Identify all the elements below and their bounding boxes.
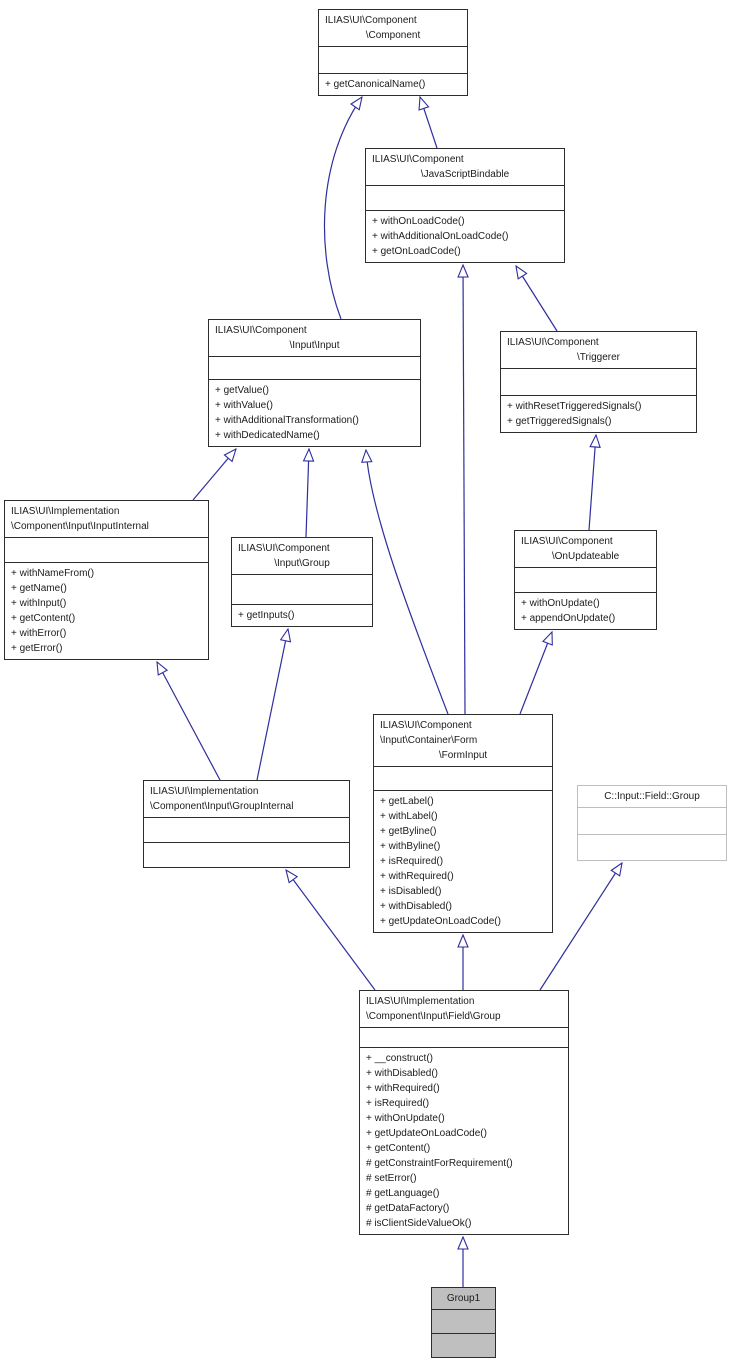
- class-title-line: ILIAS\UI\Component: [215, 325, 307, 336]
- class-attributes-empty: [144, 818, 349, 843]
- method-label: + withDedicatedName(): [215, 430, 320, 441]
- class-title-line: ILIAS\UI\Implementation: [150, 786, 259, 797]
- method-label: + withResetTriggeredSignals(): [507, 401, 642, 412]
- class-box-triggerer[interactable]: [500, 331, 697, 433]
- class-box-input[interactable]: [208, 319, 421, 447]
- method-label: + isRequired(): [366, 1098, 430, 1109]
- class-box-forminput[interactable]: [373, 714, 553, 933]
- class-methods: [232, 605, 372, 626]
- class-title-line: \FormInput: [438, 750, 488, 761]
- method-label: + withValue(): [215, 400, 273, 411]
- class-title-line: ILIAS\UI\Component: [238, 543, 330, 554]
- class-attributes-empty: [501, 369, 696, 396]
- class-title-line: \Input\Input: [289, 340, 340, 351]
- method-label: + withByline(): [380, 841, 441, 852]
- class-methods-empty: [432, 1334, 495, 1357]
- method-label: + getContent(): [11, 613, 76, 624]
- class-box-input-group[interactable]: [231, 537, 373, 627]
- method-label: # getConstraintForRequirement(): [366, 1158, 513, 1169]
- class-attributes-empty: [374, 767, 552, 791]
- method-label: + getUpdateOnLoadCode(): [380, 916, 501, 927]
- class-title-line: \JavaScriptBindable: [420, 169, 510, 180]
- class-box-javascriptbindable[interactable]: [365, 148, 565, 263]
- edge-onupdateable-to-triggerer: [589, 435, 596, 530]
- class-methods: [374, 791, 552, 932]
- class-title: [360, 991, 568, 1028]
- method-label: + withDisabled(): [380, 901, 452, 912]
- class-title-line: \Input\Container\Form: [380, 735, 478, 746]
- method-label: + withLabel(): [380, 811, 438, 822]
- class-title-line: \Component\Input\Field\Group: [366, 1011, 501, 1022]
- class-methods: [319, 74, 467, 95]
- class-title: [374, 715, 552, 767]
- class-title-line: ILIAS\UI\Component: [380, 720, 472, 731]
- class-title-line: ILIAS\UI\Implementation: [11, 506, 120, 517]
- method-label: + getTriggeredSignals(): [507, 416, 612, 427]
- edge-triggerer-to-jsbindable: [516, 266, 557, 331]
- class-title: [144, 781, 349, 818]
- method-label: + withRequired(): [366, 1083, 440, 1094]
- class-title-line: \Input\Group: [274, 558, 330, 569]
- class-title: [5, 501, 208, 538]
- method-label: + getByline(): [380, 826, 437, 837]
- class-methods: [515, 593, 656, 629]
- class-attributes-empty: [5, 538, 208, 563]
- class-methods: [360, 1048, 568, 1234]
- class-title-line: ILIAS\UI\Component: [372, 154, 464, 165]
- class-methods: [209, 380, 420, 446]
- class-title: [366, 149, 564, 186]
- method-label: + withOnUpdate(): [521, 598, 600, 609]
- class-title-line: C::Input::Field::Group: [604, 791, 700, 802]
- edge-group-to-input: [306, 449, 309, 537]
- edge-fieldgroup-to-groupinternal: [286, 870, 375, 990]
- edge-input-to-component: [324, 97, 362, 319]
- class-box-c-input-field-group: [577, 785, 727, 861]
- method-label: + getInputs(): [238, 610, 295, 621]
- class-title: [578, 786, 726, 808]
- method-label: + withDisabled(): [366, 1068, 438, 1079]
- class-box-inputinternal[interactable]: [4, 500, 209, 660]
- class-methods-empty: [144, 843, 349, 867]
- method-label: # setError(): [366, 1173, 417, 1184]
- edge-forminput-to-input: [366, 450, 448, 714]
- method-label: + getLabel(): [380, 796, 434, 807]
- method-label: + withNameFrom(): [11, 568, 95, 579]
- class-title: [232, 538, 372, 575]
- method-label: + getUpdateOnLoadCode(): [366, 1128, 487, 1139]
- method-label: + getCanonicalName(): [325, 79, 426, 90]
- class-title: [209, 320, 420, 357]
- method-label: + withError(): [11, 628, 67, 639]
- method-label: + getValue(): [215, 385, 270, 396]
- class-title-line: ILIAS\UI\Component: [325, 15, 417, 26]
- edge-groupinternal-to-group: [257, 629, 288, 780]
- method-label: + getError(): [11, 643, 63, 654]
- class-title-line: \Triggerer: [577, 352, 620, 363]
- edge-forminput-to-jsbindable: [463, 265, 465, 714]
- method-label: + withOnUpdate(): [366, 1113, 445, 1124]
- class-title: [319, 10, 467, 47]
- method-label: + isDisabled(): [380, 886, 442, 897]
- class-methods: [501, 396, 696, 432]
- class-methods: [366, 211, 564, 262]
- class-box-groupinternal[interactable]: [143, 780, 350, 868]
- edge-groupinternal-to-inputinternal: [157, 662, 220, 780]
- method-label: + withRequired(): [380, 871, 454, 882]
- method-label: # isClientSideValueOk(): [366, 1218, 472, 1229]
- class-attributes-empty: [366, 186, 564, 211]
- class-box-onupdateable[interactable]: [514, 530, 657, 630]
- method-label: + withAdditionalTransformation(): [215, 415, 359, 426]
- class-title: [501, 332, 696, 369]
- method-label: + withOnLoadCode(): [372, 216, 465, 227]
- class-title-line: \Component: [365, 30, 421, 41]
- method-label: # getDataFactory(): [366, 1203, 450, 1214]
- edge-forminput-to-onupdateable: [520, 632, 552, 714]
- class-attributes-empty: [209, 357, 420, 380]
- class-title-line: Group1: [446, 1293, 481, 1304]
- class-attributes-empty: [578, 808, 726, 835]
- class-title-line: ILIAS\UI\Component: [507, 337, 599, 348]
- class-title-line: ILIAS\UI\Component: [521, 536, 613, 547]
- class-attributes-empty: [432, 1310, 495, 1334]
- method-label: + __construct(): [366, 1053, 433, 1064]
- class-attributes-empty: [515, 568, 656, 593]
- class-methods-empty: [578, 835, 726, 861]
- class-box-field-group[interactable]: [359, 990, 569, 1235]
- class-attributes-empty: [360, 1028, 568, 1048]
- method-label: + getContent(): [366, 1143, 431, 1154]
- class-attributes-empty: [232, 575, 372, 605]
- method-label: + isRequired(): [380, 856, 444, 867]
- class-methods: [5, 563, 208, 659]
- edge-inputinternal-to-input: [193, 449, 236, 500]
- method-label: + getName(): [11, 583, 67, 594]
- class-title: [515, 531, 656, 568]
- class-box-group1: [431, 1287, 496, 1358]
- edge-jsbindable-to-component: [420, 97, 437, 148]
- class-title-line: ILIAS\UI\Implementation: [366, 996, 475, 1007]
- class-title: [432, 1288, 495, 1310]
- class-title-line: \Component\Input\GroupInternal: [150, 801, 294, 812]
- class-box-component[interactable]: [318, 9, 468, 96]
- class-title-line: \OnUpdateable: [551, 551, 620, 562]
- class-attributes-empty: [319, 47, 467, 74]
- method-label: + getOnLoadCode(): [372, 246, 461, 257]
- class-title-line: \Component\Input\InputInternal: [11, 521, 149, 532]
- method-label: # getLanguage(): [366, 1188, 440, 1199]
- method-label: + withAdditionalOnLoadCode(): [372, 231, 509, 242]
- method-label: + withInput(): [11, 598, 67, 609]
- method-label: + appendOnUpdate(): [521, 613, 616, 624]
